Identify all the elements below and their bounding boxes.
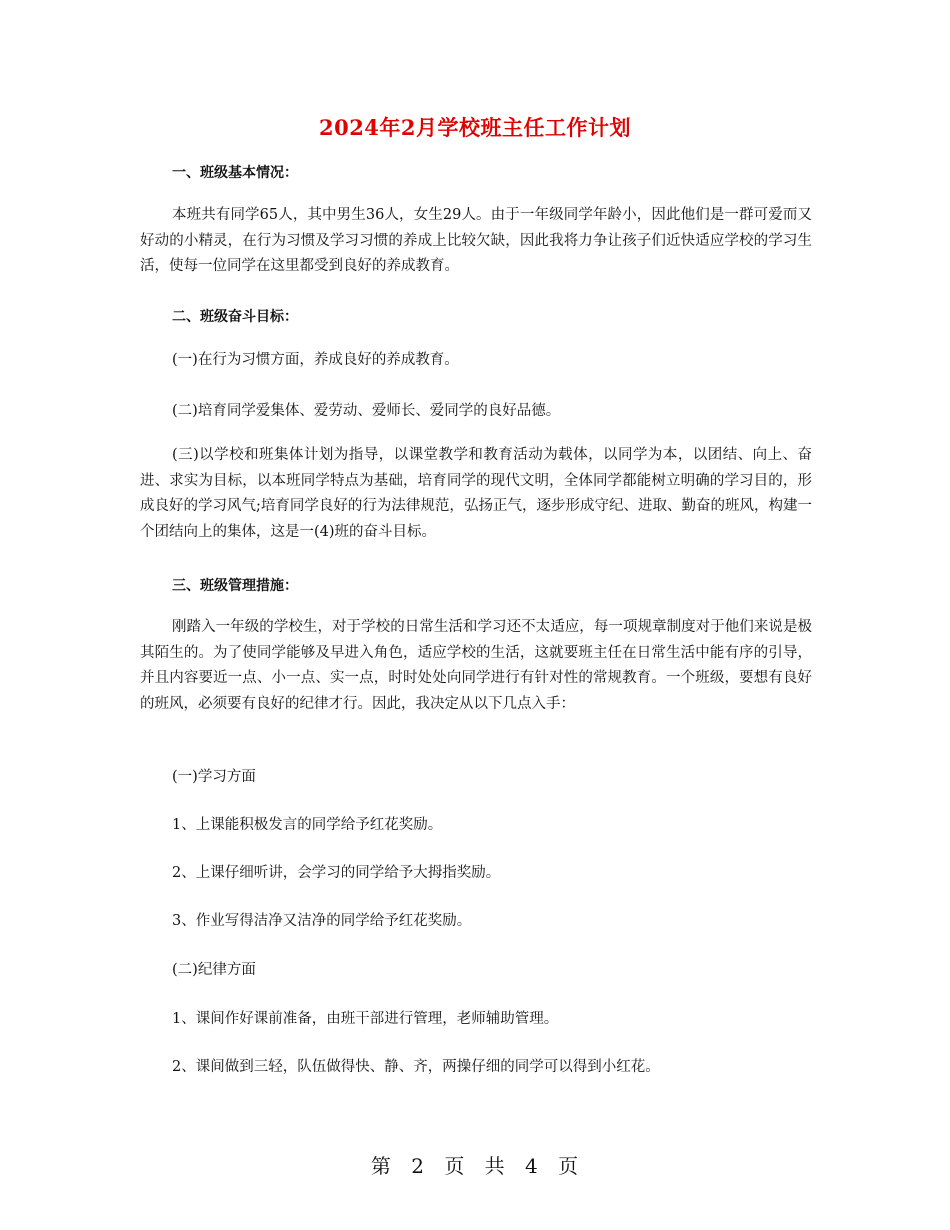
footer-label-page-unit: 页 — [444, 1154, 466, 1178]
section-1-paragraph: 本班共有同学65人，其中男生36人，女生29人。由于一年级同学年龄小，因此他们是一群可爱而又好动的小精灵，在行为习惯及学习习惯的养成上比较欠缺，因此我将力争让孩子们近快适应学校的学习生活，使每一位同学在这里都受到良好的养成教育。 — [140, 207, 812, 274]
study-item-1: 1、上课能积极发言的同学给予红花奖励。 — [172, 817, 443, 833]
section-heading-3: 三、班级管理措施： — [172, 578, 298, 594]
subsection-discipline: (二)纪律方面 — [172, 962, 256, 978]
footer-total-pages: 4 — [525, 1154, 539, 1178]
section-heading-1: 一、班级基本情况： — [172, 165, 298, 181]
discipline-item-2: 2、课间做到三轻，队伍做得快、静、齐，两操仔细的同学可以得到小红花。 — [172, 1059, 660, 1075]
study-item-3: 3、作业写得洁净又洁净的同学给予红花奖励。 — [172, 913, 472, 929]
study-item-2: 2、上课仔细听讲，会学习的同学给予大拇指奖励。 — [172, 865, 501, 881]
discipline-item-1: 1、课间作好课前准备，由班干部进行管理，老师辅助管理。 — [172, 1011, 559, 1027]
goal-item-1: (一)在行为习惯方面，养成良好的养成教育。 — [172, 352, 459, 368]
section-heading-2: 二、班级奋斗目标： — [172, 309, 298, 325]
goal-item-3-paragraph: (三)以学校和班集体计划为指导，以课堂教学和教育活动为载体，以同学为本，以团结、向上、奋进、求实为目标，以本班同学特点为基础，培育同学的现代文明，全体同学都能树立明确的学习目的，形成良好的学习风气;培育同学良好的行为法律规范，弘扬正气，逐步形成守纪、进取、勤奋的班风，构建一个团结向上的集体，这是一(4)班的奋斗目标。 — [140, 447, 812, 540]
footer-label-page: 第 — [370, 1154, 392, 1178]
section-3-paragraph: 刚踏入一年级的学校生，对于学校的日常生活和学习还不太适应，每一项规章制度对于他们来说是极其陌生的。为了使同学能够及早进入角色，适应学校的生活，这就要班主任在日常生活中能有序的引导，并且内容要近一点、小一点、实一点，时时处处向同学进行有针对性的常规教育。一个班级，要想有良好的班风，必须要有良好的纪律才行。因此，我决定从以下几点入手： — [140, 619, 812, 712]
document-title: 2024年2月学校班主任工作计划 — [318, 115, 632, 140]
footer-current-page: 2 — [411, 1154, 425, 1178]
footer-label-total-unit: 页 — [558, 1154, 580, 1178]
goal-item-2: (二)培育同学爱集体、爱劳动、爱师长、爱同学的良好品德。 — [172, 403, 561, 419]
page-footer — [0, 1150, 950, 1179]
subsection-study: (一)学习方面 — [172, 769, 256, 785]
footer-label-total: 共 — [484, 1154, 506, 1178]
